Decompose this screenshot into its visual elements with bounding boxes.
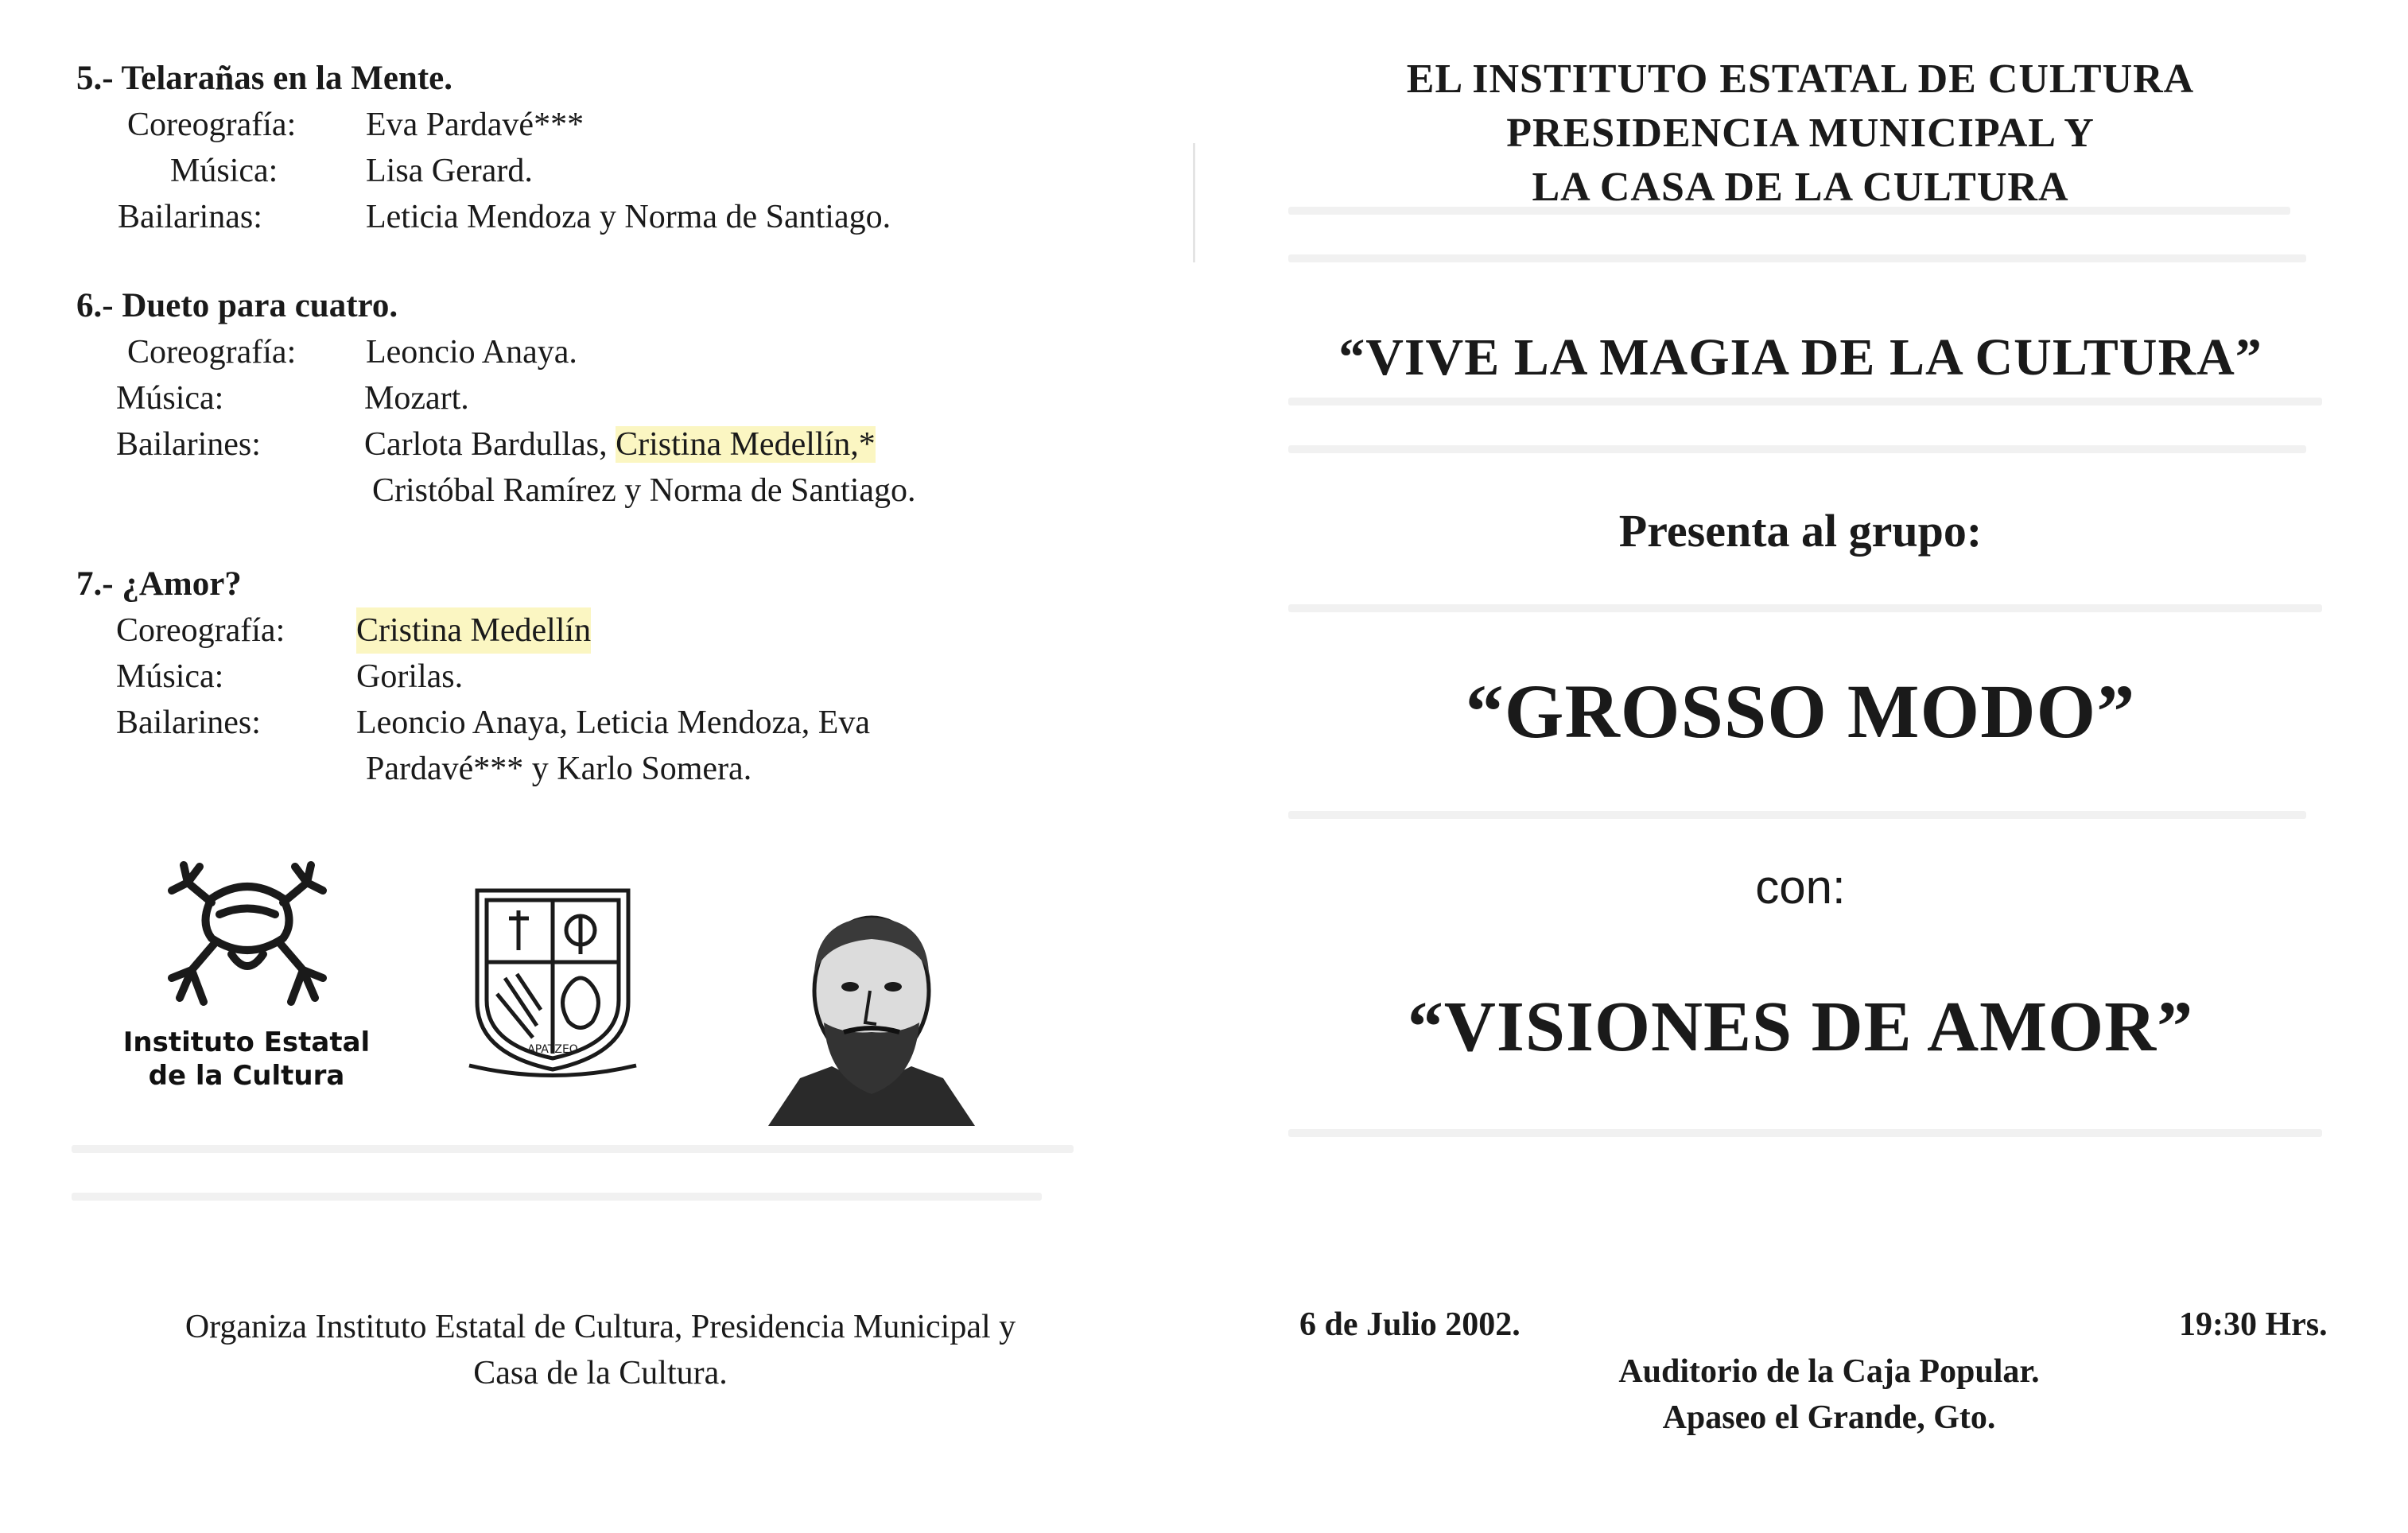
slogan: “VIVE LA MAGIA DE LA CULTURA”	[1338, 328, 2262, 386]
entry-label: Bailarinas:	[118, 199, 262, 235]
entry-value: Mozart.	[364, 380, 469, 417]
program-panel	[0, 0, 1193, 1533]
dancer-names: Carlota Bardullas,	[364, 426, 616, 463]
entry-label: Música:	[116, 380, 224, 417]
entry-value-continued: Pardavé*** y Karlo Somera.	[366, 751, 752, 787]
show-title: “VISIONES DE AMOR”	[1407, 988, 2194, 1066]
entry-value: Gorilas.	[356, 658, 464, 695]
program-entry-6	[76, 283, 916, 514]
entry-heading: 7.- ¿Amor?	[76, 565, 242, 603]
entry-value: Leoncio Anaya.	[366, 334, 577, 371]
program-entry-7	[76, 561, 870, 792]
with-line: con:	[1755, 860, 1846, 914]
apaseo-crest-icon	[461, 883, 644, 1081]
portrait-engraving-icon	[768, 895, 975, 1126]
crest-text: APATZEO	[527, 1043, 578, 1056]
entry-label: Música:	[170, 153, 278, 189]
frog-glyph-icon	[156, 859, 339, 1018]
program-entry-5	[76, 56, 891, 240]
entry-value	[364, 421, 876, 468]
entry-label: Coreografía:	[116, 612, 285, 649]
cover-panel	[1193, 0, 2408, 1533]
entry-value: Lisa Gerard.	[366, 153, 533, 189]
group-name: “GROSSO MODO”	[1465, 669, 2136, 754]
presents-line: Presenta al grupo:	[1618, 505, 1983, 557]
event-date: 6 de Julio 2002.	[1299, 1306, 1521, 1343]
entry-label: Música:	[116, 658, 224, 695]
organizer-note: Organiza Instituto Estatal de Cultura, Presidencia Municipal y Casa de la Cultura.	[184, 1309, 1016, 1391]
entry-value: Eva Pardavé***	[366, 107, 585, 143]
entry-heading: 5.- Telarañas en la Mente.	[76, 60, 452, 97]
presenters-heading: EL INSTITUTO ESTATAL DE CULTURA PRESIDENCIA MUNICIPAL Y LA CASA DE LA CULTURA	[1406, 56, 2195, 210]
entry-label: Coreografía:	[127, 334, 297, 371]
entry-label: Coreografía:	[127, 107, 297, 143]
event-time: 19:30 Hrs.	[2179, 1306, 2328, 1343]
institute-name: Instituto Estatal de la Cultura	[122, 1027, 371, 1092]
entry-heading: 6.- Dueto para cuatro.	[76, 287, 398, 324]
entry-value: Leoncio Anaya, Leticia Mendoza, Eva	[356, 704, 871, 741]
entry-value: Leticia Mendoza y Norma de Santiago.	[366, 199, 891, 235]
entry-value-continued: Cristóbal Ramírez y Norma de Santiago.	[372, 472, 916, 509]
highlighted-name: Cristina Medellín,*	[616, 426, 876, 463]
venue: Auditorio de la Caja Popular. Apaseo el Grande, Gto.	[1618, 1353, 2040, 1436]
entry-label: Bailarines:	[116, 704, 261, 741]
entry-value: Cristina Medellín	[356, 607, 591, 654]
entry-label: Bailarines:	[116, 426, 261, 463]
